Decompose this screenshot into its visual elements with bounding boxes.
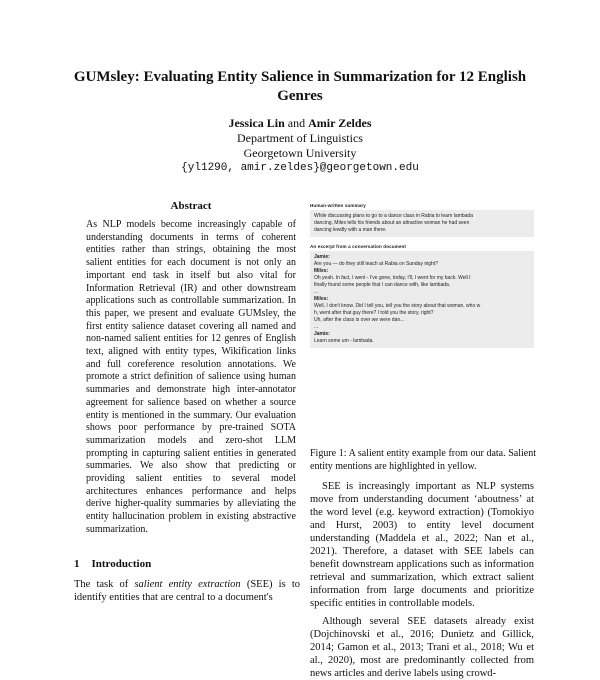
author-block [150,116,450,176]
abstract-heading: Abstract [170,200,212,212]
summary-line: While discussing plans to go to a dance class in Rabia to learn lambada [314,213,473,219]
speaker-label: Miles: [314,296,329,302]
speaker-label: Miles: [314,268,329,274]
speaker-label: Jamie: [314,331,330,337]
conversation-line: ... [314,324,319,330]
summary-box-label: Human-written summary [310,203,366,208]
figure-1 [310,202,534,354]
intro-text-post: (SEE) is to identify entities that are central to a document's [74,579,300,603]
conversation-line: Are you — do they still teach at Rabia on Sunday night? [314,261,438,267]
conversation-box-label: An excerpt from a conversation document [310,244,407,249]
intro-text-pre: The task of [74,579,135,590]
conversation-line: Well, I don't know. Did I tell you, tell you the story about that woman, who w [314,303,481,309]
conversation-line [314,331,530,338]
abstract-section [74,200,308,537]
summary-line: dancing lewdly with a man there. [314,227,387,233]
summary-line: dancing, Miles tells his friends about an attractive woman he had seen [314,220,470,226]
right-column-body [310,480,534,680]
conversation-line: ... [314,289,319,295]
conversation-line [314,268,530,275]
intro-term: salient entity extraction [134,579,241,590]
conversation-line: finally found some people that I can dance with, like lambada. [314,282,451,288]
conversation-line: Learn some um - lambada. [314,338,374,344]
section-heading-introduction [74,558,151,570]
body-paragraph-2: Although several SEE datasets already exist (Dojchinovski et al., 2016; Dunietz and Gillick, 2014; Gamon et al., 2013; Trani et al., 2018; Wu et al., 2020), most are predominantly collected from news articles and derive labels using crowd- [310,616,534,679]
paper-title [60,68,540,106]
author-1: Jessica Lin [228,116,285,130]
body-paragraph-1: SEE is increasingly important as NLP systems move from understanding document ‘aboutness’ at the word level (e.g. keyword extraction) (Tomokiyo and Hurst, 2003) to entity level document understanding (Maddela et al., 2022; Nan et al., 2021). Therefore, a dataset with SEE labels can benefit downstream applications such as information retrieval and summarization, which extract salient information from large documents and prioritize specific entities in controllable models. [310,481,534,609]
university: Georgetown University [243,146,357,160]
title-line-2: Genres [277,88,323,104]
author-conjunction: and [287,116,306,130]
conversation-box [310,251,534,348]
section-number: 1 [74,558,80,570]
conversation-line: Uh, after the class is over we were dan... [314,317,405,323]
title-line-1: GUMsley: Evaluating Entity Salience in Summarization for 12 English [73,69,527,85]
conversation-line [314,254,530,261]
conversation-line: Oh yeah. In fact, I went - I've gone, today, I'll, I went for my back. Well I [314,275,471,281]
author-names [150,116,450,131]
author-email: {yl1290, amir.zeldes}@georgetown.edu [181,162,419,174]
intro-paragraph [74,578,300,604]
speaker-label: Jamie: [314,254,330,260]
figure-caption: Figure 1: A salient entity example from our data. Salient entity mentions are highlighted in yellow. [310,448,536,472]
author-2: Amir Zeldes [308,116,372,130]
conversation-line: h, went after that guy there? I told you the story, right? [314,310,434,316]
conversation-line [314,296,530,303]
abstract-text: As NLP models become increasingly capable of understanding documents in terms of coherent entities rather than strings, obtaining the most salient entities for each document is not only an important end task in itself but also vital for Information Retrieval (IR) and other downstream applications such as controllable summarization. In this paper, we present and evaluate GUMsley, the first entity salience dataset covering all named and non-named salient entities for 12 genres of English text, aligned with entity types, Wikification links and full coreference resolution annotations. We promote a strict definition of salience using human summaries and demonstrate high inter-annotator agreement for salience based on whether a source entity is mentioned in the summary. Our evaluation shows poor performance by pre-trained SOTA summarization models and zero-shot LLM prompting in capturing salient entities in generated summaries. We also show that predicting or providing salient entities to several model architectures enhances performance and helps derive higher-quality summaries by alleviating the entity hallucination problem in existing abstractive summarization. [86,219,296,535]
department: Department of Linguistics [237,131,363,145]
section-title: Introduction [91,558,152,570]
summary-box [310,210,534,237]
